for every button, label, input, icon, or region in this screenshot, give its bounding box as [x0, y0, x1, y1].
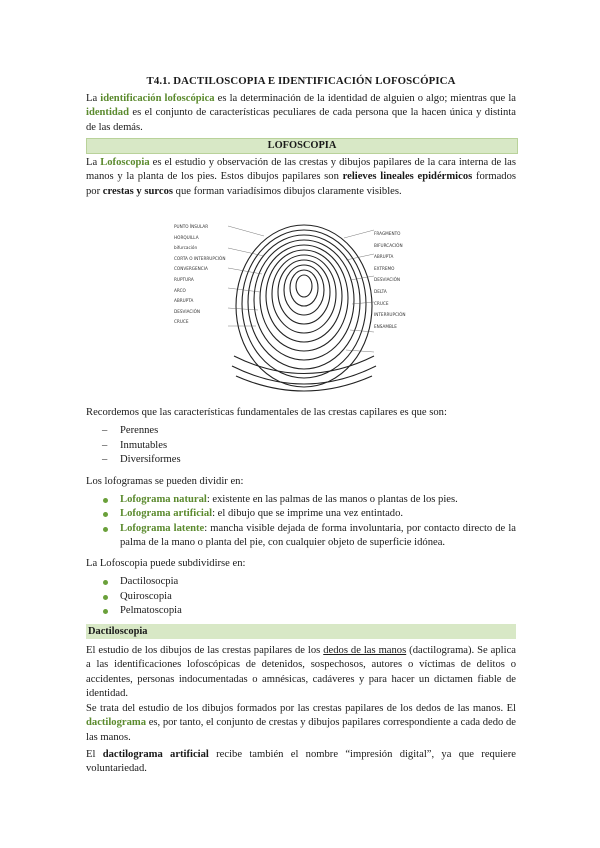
fingerprint-figure	[174, 206, 408, 402]
dactiloscopia-paragraph-2: Se trata del estudio de los dibujos formados por las crestas papilares de los dedos de las manos. El dactilograma es, por tanto, el conjunto de crestas y dibujos papilares correspondiente a cada dedo de las manos.	[86, 703, 516, 743]
caracteristicas-list	[86, 424, 516, 468]
subdivisiones-list	[86, 575, 516, 619]
dactiloscopia-paragraph-1: El estudio de los dibujos de las crestas papilares de los dedos de las manos (dactilograma). Se aplica a las identificaciones lofoscópicas de detenidos, sospechosos, autores o víctimas de delitos o accidentes, personas indocumentadas o amnésicas, cadáveres y para hacer un dictamen fiable de identidad.	[86, 645, 516, 700]
fingerprint-left-labels: PUNTO ÍNSULAR HORQUILLA bifurcación CORTA O INTERRUPCIÓN CONVERGENCIA RUPTURA ARCO ABRUPTA DESVIACIÓN CRUCE	[174, 224, 226, 325]
list-item: – Perennes	[86, 424, 516, 439]
caracteristicas-intro: Recordemos que las características fundamentales de las crestas capilares es que son:	[86, 407, 447, 418]
list-item: Lofograma latente: mancha visible dejada de forma involuntaria, por contacto directo de la palma de la mano o planta del pie, con cualquier objeto de superficie idónea.	[86, 522, 516, 551]
list-item: – Inmutables	[86, 439, 516, 454]
section-header-dactiloscopia: Dactiloscopia	[86, 624, 516, 639]
dactiloscopia-paragraph-3: El dactilograma artificial recibe también el nombre “impresión digital”, ya que requiere voluntariedad.	[86, 749, 516, 775]
list-item: – Diversiformes	[86, 453, 516, 468]
term-identidad: identidad	[86, 107, 129, 119]
lofogramas-intro: Los lofogramas se pueden dividir en:	[86, 476, 244, 487]
list-item: Lofograma artificial: el dibujo que se imprime una vez entintado.	[86, 507, 516, 521]
fingerprint-right-labels: FRAGMENTO BIFURCACIÓN ABRUPTA EXTREMO DESVIACIÓN DELTA CRUCE INTERRUPCIÓN ENSAMBLE	[374, 231, 406, 329]
section-header-lofoscopia: LOFOSCOPIA	[86, 138, 518, 154]
page-title: T4.1. DACTILOSCOPIA E IDENTIFICACIÓN LOFOSCÓPICA	[146, 75, 456, 87]
list-item: Dactilosocpia	[86, 575, 516, 590]
lofogramas-list	[86, 493, 516, 551]
list-item: Lofograma natural: existente en las palmas de las manos o plantas de los pies.	[86, 493, 516, 507]
lofoscopia-paragraph: La Lofoscopia es el estudio y observación de las crestas y dibujos papilares de la cara interna de las manos y la planta de los pies. Estos dibujos papilares son relieves lineales epidérmicos formados por crestas y surcos que forman variadísimos dibujos claramente visibles.	[86, 157, 516, 197]
list-item: Quiroscopia	[86, 590, 516, 605]
term-identificacion-lofoscopica: identificación lofoscópica	[100, 93, 215, 104]
term-dactilograma: dactilograma	[86, 717, 147, 729]
intro-paragraph: La identificación lofoscópica es la determinación de la identidad de alguien o algo; mientras que la identidad es el conjunto de características peculiares de cada persona que la hacen única y distinta de las demás.	[86, 93, 516, 133]
term-lofoscopia: Lofoscopia	[100, 157, 150, 168]
list-item: Pelmatoscopia	[86, 604, 516, 619]
subdivide-intro: La Lofoscopia puede subdividirse en:	[86, 558, 246, 569]
